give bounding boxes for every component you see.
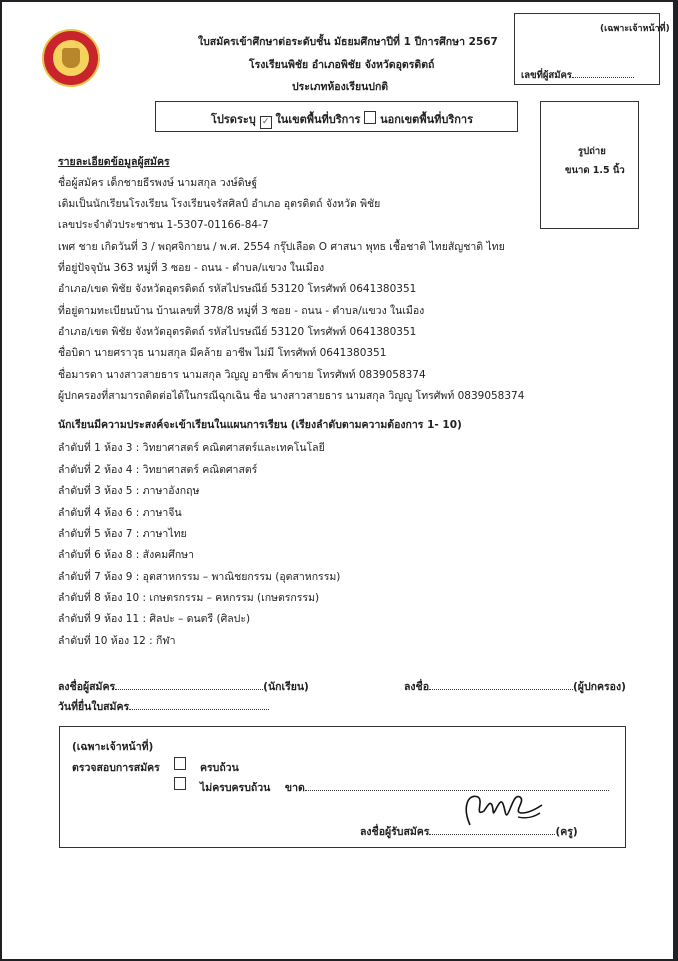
applicant-no-label: เลขที่ผู้สมัคร xyxy=(521,70,572,81)
complete-label: ครบถ้วน xyxy=(200,762,239,774)
plan-item: ลำดับที่ 1 ห้อง 3 : วิทยาศาสตร์ คณิตศาสตร์และเทคโนโลยี xyxy=(58,442,325,454)
complete-checkbox[interactable] xyxy=(174,757,186,770)
guardian-role: (ผู้ปกครอง) xyxy=(573,681,626,693)
school-name: โรงเรียนพิชัย อำเภอพิชัย จังหวัดอุตรดิตถ์ xyxy=(249,59,435,71)
guardian-signature-label: ลงชื่อ xyxy=(404,681,429,693)
plan-item: ลำดับที่ 7 ห้อง 9 : อุตสาหกรรม – พาณิชยกรรม (อุตสาหกรรม) xyxy=(58,571,341,583)
in-area-checkbox[interactable]: ✓ xyxy=(260,116,272,129)
office-title: (เฉพาะเจ้าหน้าที่) xyxy=(72,741,154,753)
area-selection-box xyxy=(155,101,518,132)
missing-label: ขาด xyxy=(284,782,305,794)
office-check-box xyxy=(59,726,626,848)
school-logo xyxy=(42,29,100,87)
photo-label: รูปถ่าย xyxy=(578,146,606,157)
incomplete-label: ไม่ครบครบถ้วน xyxy=(200,782,271,794)
guardian-signature-row xyxy=(404,678,626,695)
receiver-role: (ครู) xyxy=(555,826,578,838)
detail-line: อำเภอ/เขต พิชัย จังหวัดอุตรดิตถ์ รหัสไปรษณีย์ 53120 โทรศัพท์ 0641380351 xyxy=(58,283,417,295)
detail-line: เพศ ชาย เกิดวันที่ 3 / พฤศจิกายน / พ.ศ. 2554 กรุ๊ปเลือด O ศาสนา พุทธ เชื้อชาติ ไทยสัญชาติ ไทย xyxy=(58,241,505,253)
in-area-label: ในเขตพื้นที่บริการ xyxy=(275,113,361,126)
detail-line: ชื่อผู้สมัคร เด็กชายธีรพงษ์ นามสกุล วงษ์ดิษฐ์ xyxy=(58,177,258,189)
detail-line: เดิมเป็นนักเรียนโรงเรียน โรงเรียนจรัสศิลป์ อำเภอ อุตรดิตถ์ จังหวัด พิชัย xyxy=(58,198,381,210)
application-form-page xyxy=(2,2,673,959)
detail-line: ที่อยู่ปัจจุบัน 363 หมู่ที่ 3 ซอย - ถนน - ตำบล/แขวง ในเมือง xyxy=(58,262,325,274)
receiver-label: ลงชื่อผู้รับสมัคร xyxy=(360,826,430,838)
detail-line: ชื่อบิดา นายศราวุธ นามสกุล มีคล้าย อาชีพ ไม่มี โทรศัพท์ 0641380351 xyxy=(58,347,387,359)
detail-line: ชื่อมารดา นางสาวสายธาร นามสกุล วิญญู อาชีพ ค้าขาย โทรศัพท์ 0839058374 xyxy=(58,369,426,381)
plan-item: ลำดับที่ 3 ห้อง 5 : ภาษาอังกฤษ xyxy=(58,485,200,497)
photo-size: ขนาด 1.5 นิ้ว xyxy=(565,165,625,176)
form-title: ใบสมัครเข้าศึกษาต่อระดับชั้น มัธยมศึกษาปีที่ 1 ปีการศึกษา 2567 xyxy=(198,36,498,48)
incomplete-checkbox[interactable] xyxy=(174,777,186,790)
detail-line: ผู้ปกครองที่สามารถติดต่อได้ในกรณีฉุกเฉิน ชื่อ นางสาวสายธาร นามสกุล วิญญู โทรศัพท์ 0839058374 xyxy=(58,390,525,402)
plan-item: ลำดับที่ 8 ห้อง 10 : เกษตรกรรม – คหกรรม (เกษตรกรรม) xyxy=(58,592,320,604)
plan-heading: นักเรียนมีความประสงค์จะเข้าเรียนในแผนการเรียน (เรียงลำดับตามความต้องการ 1- 10) xyxy=(58,419,462,431)
check-label: ตรวจสอบการสมัคร xyxy=(72,762,160,774)
office-number-box xyxy=(514,13,670,85)
applicant-signature-field[interactable] xyxy=(115,689,263,690)
plan-item: ลำดับที่ 4 ห้อง 6 : ภาษาจีน xyxy=(58,507,182,519)
detail-line: เลขประจำตัวประชาชน 1-5307-01166-84-7 xyxy=(58,219,269,231)
date-row xyxy=(58,698,269,715)
guardian-signature-field[interactable] xyxy=(429,689,573,690)
out-area-checkbox[interactable] xyxy=(364,111,376,124)
detail-line: อำเภอ/เขต พิชัย จังหวัดอุตรดิตถ์ รหัสไปรษณีย์ 53120 โทรศัพท์ 0641380351 xyxy=(58,326,417,338)
out-area-label: นอกเขตพื้นที่บริการ xyxy=(380,113,473,126)
applicant-signature-label: ลงชื่อผู้สมัคร xyxy=(58,681,116,693)
area-prefix: โปรดระบุ xyxy=(211,113,256,126)
applicant-signature-row xyxy=(58,678,309,695)
receiver-signature-scribble xyxy=(456,787,554,831)
office-note: (เฉพาะเจ้าหน้าที่) xyxy=(600,24,670,34)
date-field[interactable] xyxy=(129,709,269,710)
plan-item: ลำดับที่ 2 ห้อง 4 : วิทยาศาสตร์ คณิตศาสตร์ xyxy=(58,464,258,476)
plan-item: ลำดับที่ 5 ห้อง 7 : ภาษาไทย xyxy=(58,528,187,540)
photo-box[interactable] xyxy=(540,101,639,229)
class-type: ประเภทห้องเรียนปกติ xyxy=(292,81,389,93)
date-label: วันที่ยื่นใบสมัคร xyxy=(58,701,130,713)
details-heading: รายละเอียดข้อมูลผู้สมัคร xyxy=(58,156,170,168)
applicant-no-field[interactable] xyxy=(572,77,634,78)
plan-item: ลำดับที่ 9 ห้อง 11 : ศิลปะ – ดนตรี (ศิลปะ) xyxy=(58,613,251,625)
receiver-signature-field[interactable] xyxy=(429,834,555,835)
plan-item: ลำดับที่ 6 ห้อง 8 : สังคมศึกษา xyxy=(58,549,194,561)
plan-item: ลำดับที่ 10 ห้อง 12 : กีฬา xyxy=(58,635,176,647)
applicant-role: (นักเรียน) xyxy=(263,681,309,693)
detail-line: ที่อยู่ตามทะเบียนบ้าน บ้านเลขที่ 378/8 หมู่ที่ 3 ซอย - ถนน - ตำบล/แขวง ในเมือง xyxy=(58,305,425,317)
